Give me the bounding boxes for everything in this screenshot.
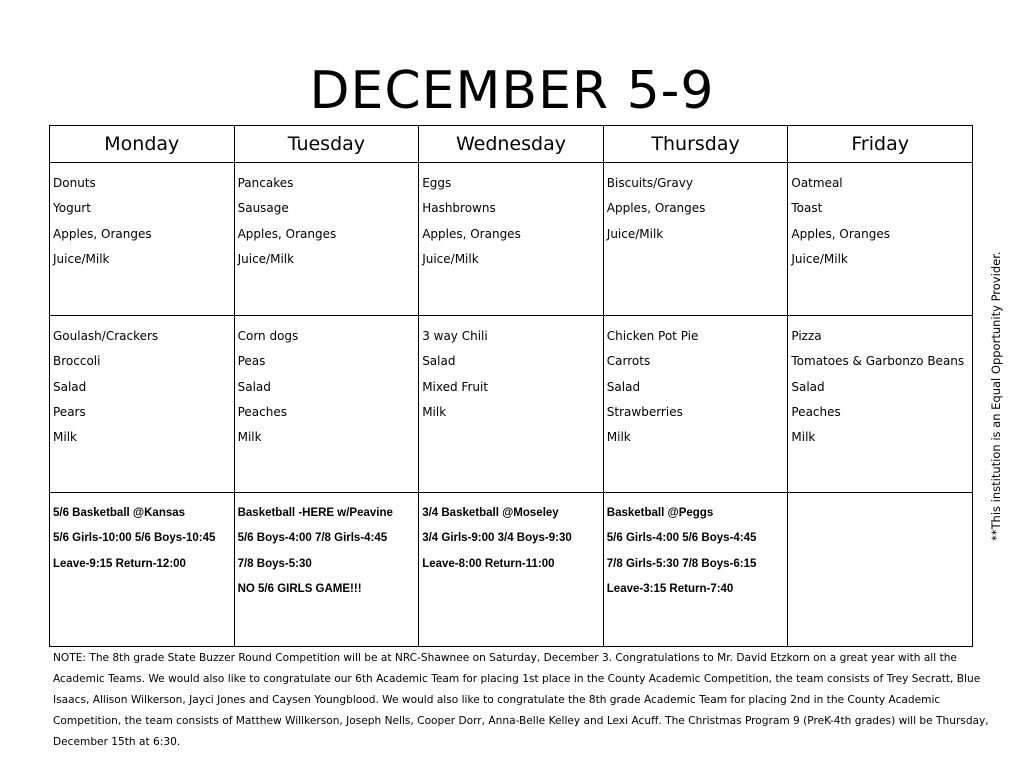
events-cell-thursday bbox=[603, 493, 788, 647]
events-cell-wednesday bbox=[419, 493, 604, 647]
lunch-cell-wednesday bbox=[419, 316, 604, 493]
equal-opportunity-note: **This institution is an Equal Opportunity Provider. bbox=[989, 251, 1003, 541]
lunch-item: Pizza bbox=[791, 329, 822, 343]
day-header-friday: Friday bbox=[788, 126, 973, 163]
events-item: 7/8 Boys-5:30 bbox=[237, 557, 312, 570]
breakfast-item: Apples, Oranges bbox=[422, 226, 521, 241]
breakfast-item: Pancakes bbox=[237, 176, 294, 190]
lunch-item: Milk bbox=[606, 430, 631, 445]
events-item: 5/6 Girls-10:00 5/6 Boys-10:45 bbox=[53, 532, 216, 545]
lunch-item: Milk bbox=[791, 430, 816, 445]
lunch-cell-tuesday bbox=[234, 316, 419, 493]
lunch-item: Strawberries bbox=[606, 404, 683, 419]
lunch-item: Salad bbox=[791, 379, 825, 394]
breakfast-item: Oatmeal bbox=[791, 176, 843, 190]
lunch-item: Corn dogs bbox=[237, 329, 299, 343]
breakfast-item: Hashbrowns bbox=[422, 201, 496, 216]
day-header-tuesday: Tuesday bbox=[234, 126, 419, 163]
day-header-monday: Monday bbox=[50, 126, 235, 163]
events-item: NO 5/6 GIRLS GAME!!! bbox=[237, 582, 362, 595]
lunch-item: Carrots bbox=[606, 354, 651, 369]
lunch-cell-friday bbox=[788, 316, 973, 493]
events-item: Leave-9:15 Return-12:00 bbox=[53, 557, 186, 570]
lunch-item: Goulash/Crackers bbox=[53, 329, 159, 343]
lunch-item: Milk bbox=[237, 430, 262, 445]
lunch-item: Salad bbox=[606, 379, 641, 394]
breakfast-item: Juice/Milk bbox=[237, 251, 295, 266]
events-item: 7/8 Girls-5:30 7/8 Boys-6:15 bbox=[606, 557, 757, 570]
lunch-item: Chicken Pot Pie bbox=[606, 329, 699, 343]
lunch-cell-monday bbox=[50, 316, 235, 493]
lunch-item: Salad bbox=[422, 354, 456, 369]
lunch-item: Salad bbox=[53, 379, 87, 394]
events-item: Leave-3:15 Return-7:40 bbox=[606, 582, 734, 595]
lunch-item: Pears bbox=[53, 404, 86, 419]
lunch-item: Peaches bbox=[237, 404, 287, 419]
note-paragraph: NOTE: The 8th grade State Buzzer Round Competition will be at NRC-Shawnee on Saturday, December 3. Congratulations to Mr. David Etzkorn on a great year with all the Academic Teams. We would also like to congratulate our 6th Academic Team for placing 1st place in the County Academic Competition, the team consists of Trey Secratt, Blue Isaacs, Allison Wilkerson, Jayci Jones and Caysen Youngblood. We would also like to congratulate the 8th grade Academic Team for placing 2nd in the County Academic Competition, the team consists of Matthew Willkerson, Joseph Nells, Cooper Dorr, Anna-Belle Kelley and Lexi Acuff. The Christmas Program 9 (PreK-4th grades) will be Thursday, December 15th at 6:30. bbox=[53, 652, 989, 748]
day-header-thursday: Thursday bbox=[603, 126, 788, 163]
events-item: 5/6 Girls-4:00 5/6 Boys-4:45 bbox=[606, 532, 757, 545]
breakfast-item: Toast bbox=[791, 201, 823, 216]
breakfast-item: Sausage bbox=[237, 201, 289, 216]
breakfast-item: Apples, Oranges bbox=[606, 201, 706, 216]
day-header-wednesday: Wednesday bbox=[419, 126, 604, 163]
events-item: Leave-8:00 Return-11:00 bbox=[422, 557, 555, 570]
breakfast-cell-tuesday bbox=[234, 163, 419, 316]
events-cell-tuesday bbox=[234, 493, 419, 647]
breakfast-item: Apples, Oranges bbox=[237, 226, 337, 241]
menu-table bbox=[49, 125, 973, 647]
events-item: 3/4 Basketball @Moseley bbox=[422, 507, 559, 519]
events-item: 3/4 Girls-9:00 3/4 Boys-9:30 bbox=[422, 532, 572, 545]
breakfast-item: Juice/Milk bbox=[791, 251, 848, 266]
breakfast-row bbox=[50, 163, 973, 316]
lunch-item: 3 way Chili bbox=[422, 329, 488, 343]
breakfast-cell-thursday bbox=[603, 163, 788, 316]
breakfast-item: Donuts bbox=[53, 176, 96, 190]
lunch-item: Peas bbox=[237, 354, 266, 369]
breakfast-item: Juice/Milk bbox=[53, 251, 110, 266]
day-header-row bbox=[50, 126, 973, 163]
lunch-item: Mixed Fruit bbox=[422, 379, 489, 394]
events-item: 5/6 Basketball @Kansas bbox=[53, 507, 186, 519]
events-cell-friday bbox=[788, 493, 973, 647]
lunch-cell-thursday bbox=[603, 316, 788, 493]
lunch-item: Broccoli bbox=[53, 354, 101, 369]
breakfast-item: Apples, Oranges bbox=[53, 226, 152, 241]
lunch-row bbox=[50, 316, 973, 493]
breakfast-item: Apples, Oranges bbox=[791, 226, 891, 241]
breakfast-item: Biscuits/Gravy bbox=[606, 176, 693, 190]
events-item: Basketball -HERE w/Peavine bbox=[237, 507, 393, 519]
breakfast-cell-friday bbox=[788, 163, 973, 316]
lunch-item: Tomatoes & Garbonzo Beans bbox=[791, 354, 965, 369]
lunch-item: Salad bbox=[237, 379, 271, 394]
breakfast-item: Eggs bbox=[422, 176, 452, 190]
breakfast-cell-wednesday bbox=[419, 163, 604, 316]
breakfast-item: Yogurt bbox=[53, 201, 91, 216]
lunch-item: Milk bbox=[422, 404, 447, 419]
lunch-item: Peaches bbox=[791, 404, 841, 419]
breakfast-item: Juice/Milk bbox=[606, 226, 664, 241]
lunch-item: Milk bbox=[53, 430, 77, 445]
events-item: Basketball @Peggs bbox=[606, 507, 714, 519]
events-cell-monday bbox=[50, 493, 235, 647]
breakfast-cell-monday bbox=[50, 163, 235, 316]
events-row bbox=[50, 493, 973, 647]
breakfast-item: Juice/Milk bbox=[422, 251, 479, 266]
events-item: 5/6 Boys-4:00 7/8 Girls-4:45 bbox=[237, 532, 388, 545]
page-title: DECEMBER 5-9 bbox=[309, 61, 715, 121]
